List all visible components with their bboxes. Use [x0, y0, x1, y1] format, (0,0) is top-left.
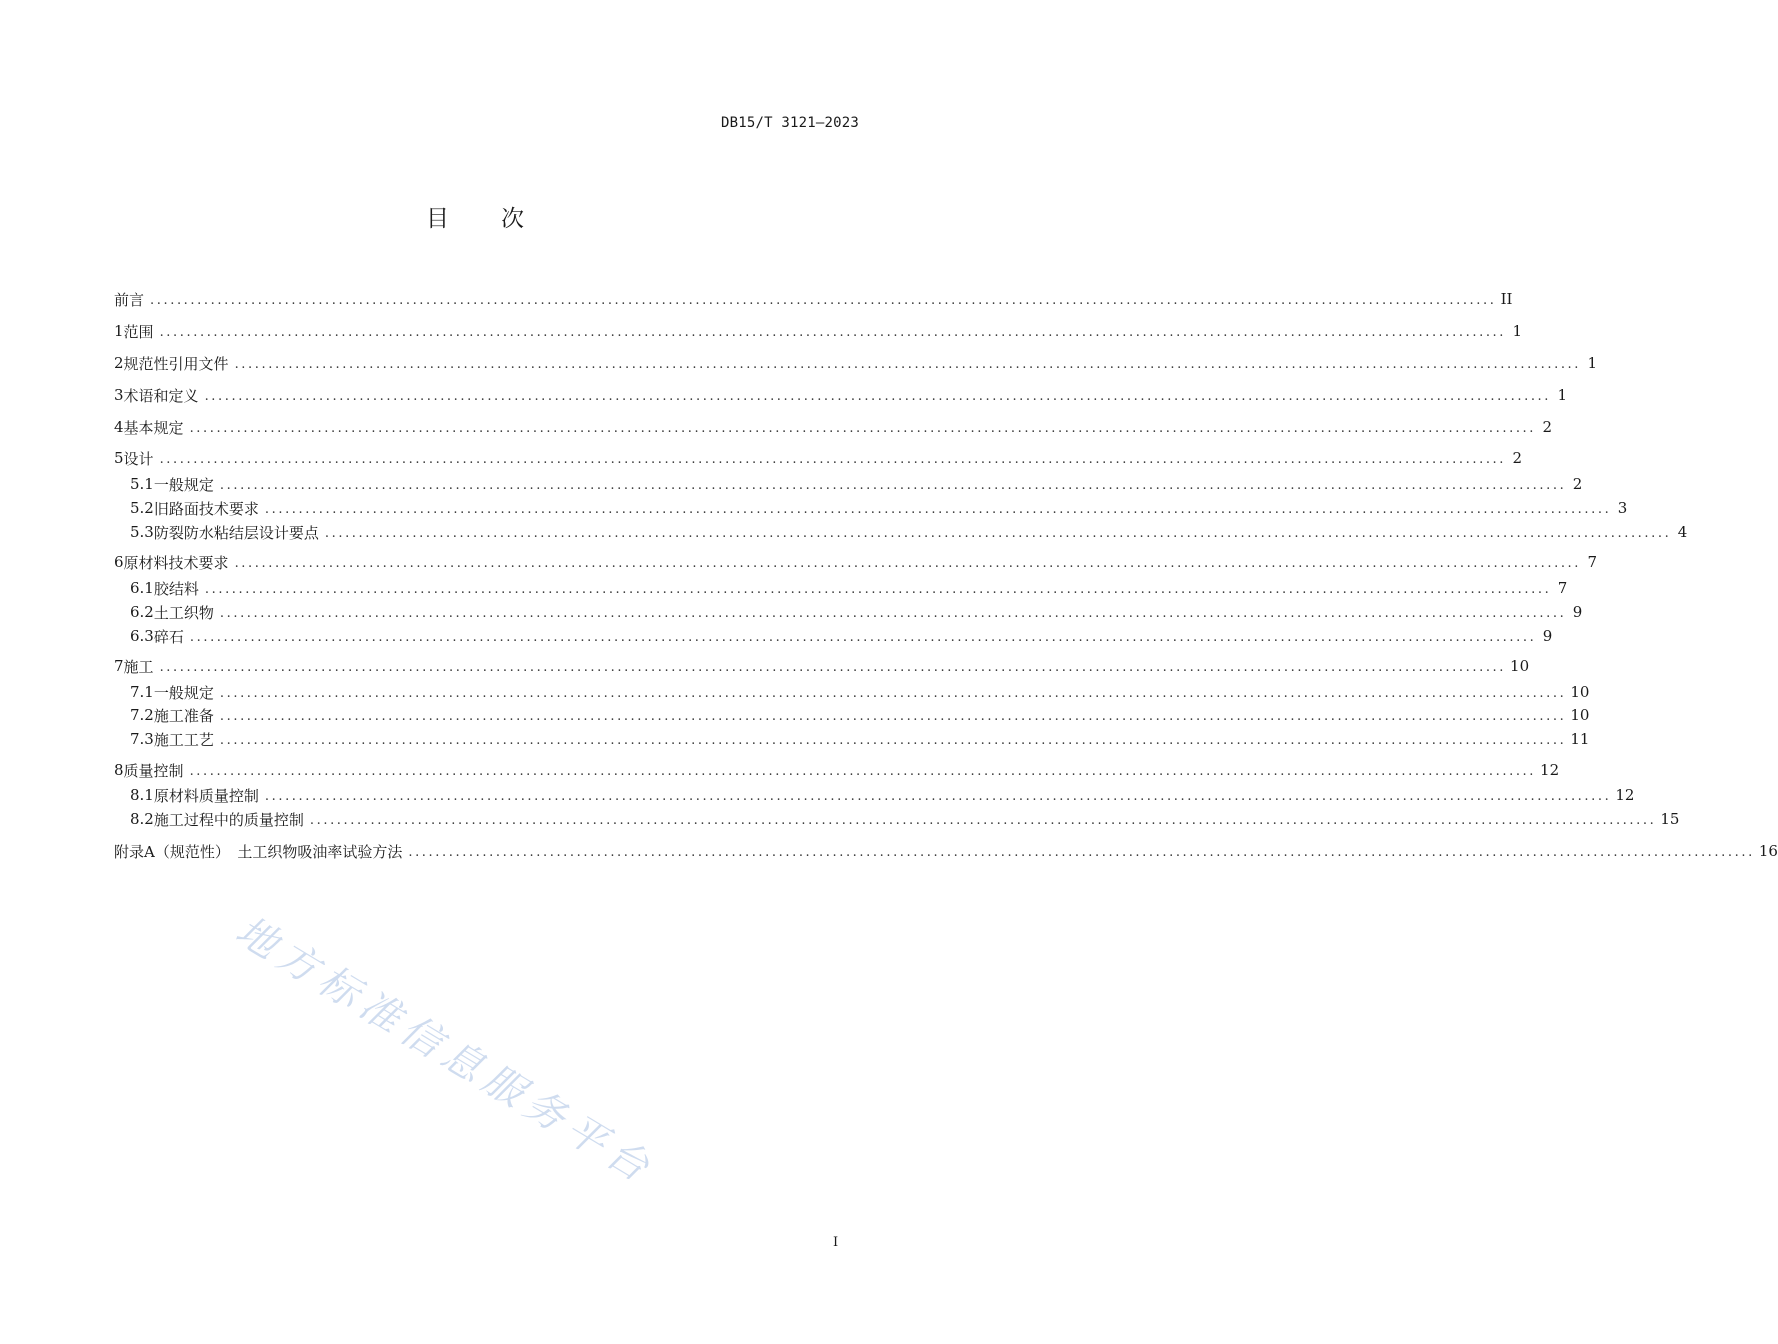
- toc-entry-number: 6: [114, 553, 124, 571]
- title-char-1: 目: [426, 206, 449, 232]
- toc-entry-page: 7: [1557, 579, 1568, 597]
- dot-leader: ........................................................................................................................................................................................................: [324, 525, 1672, 541]
- toc-entry-number: 5.1: [130, 475, 154, 493]
- dot-leader: ........................................................................................................................................................................................................: [219, 477, 1567, 493]
- toc-entry-number: 3: [114, 386, 124, 404]
- toc-entry[interactable]: [114, 841, 1778, 861]
- dot-leader: ........................................................................................................................................................................................................: [219, 732, 1567, 748]
- toc-entry-title: 施工工艺: [153, 730, 214, 749]
- footer-page-number: I: [833, 1235, 839, 1250]
- toc-entry[interactable]: [114, 417, 1553, 437]
- dot-leader: ........................................................................................................................................................................................................: [219, 685, 1567, 701]
- toc-entry[interactable]: [130, 474, 1583, 494]
- toc-entry-title: 原材料质量控制: [153, 786, 259, 805]
- toc-entry-number: 8.2: [130, 810, 154, 828]
- toc-entry-number: 1: [114, 322, 124, 340]
- toc-entry-page: 12: [1615, 786, 1635, 804]
- toc-entry-title: 防裂防水粘结层设计要点: [153, 523, 319, 542]
- toc-entry-number: 7.2: [130, 706, 154, 724]
- page-title: [0, 200, 950, 233]
- toc-entry[interactable]: [130, 729, 1590, 749]
- toc-entry-number: 7.1: [130, 683, 154, 701]
- toc-entry-number: 8.1: [130, 786, 154, 804]
- toc-entry-page: 2: [1512, 449, 1523, 467]
- toc-entry-page: II: [1500, 290, 1513, 308]
- toc-entry-title: 术语和定义: [123, 386, 199, 405]
- toc-entry-page: 4: [1677, 523, 1688, 541]
- document-code: DB15/T 3121—2023: [720, 115, 859, 131]
- toc-entry-page: 12: [1540, 761, 1560, 779]
- toc-entry-page: 1: [1557, 386, 1568, 404]
- dot-leader: ........................................................................................................................................................................................................: [309, 812, 1657, 828]
- toc-entry-title: 一般规定: [153, 475, 214, 494]
- toc-entry-page: 2: [1572, 475, 1583, 493]
- dot-leader: ........................................................................................................................................................................................................: [159, 451, 1507, 467]
- toc-entry-title: 前言: [114, 290, 145, 309]
- toc-entry[interactable]: [114, 656, 1530, 676]
- toc-entry-title: 范围: [123, 322, 154, 341]
- dot-leader: ........................................................................................................................................................................................................: [159, 659, 1507, 675]
- toc-entry-number: 6.2: [130, 603, 154, 621]
- dot-leader: ........................................................................................................................................................................................................: [189, 420, 1537, 436]
- toc-entry-title: 基本规定: [123, 418, 184, 437]
- toc-entry-title: 胶结料: [153, 579, 199, 598]
- toc-entry-number: 4: [114, 418, 124, 436]
- toc-entry-page: 9: [1542, 627, 1553, 645]
- toc-entry[interactable]: [114, 289, 1513, 309]
- dot-leader: ........................................................................................................................................................................................................: [204, 581, 1552, 597]
- title-char-2: 次: [501, 206, 524, 232]
- toc-entry[interactable]: [114, 552, 1598, 572]
- toc-entry[interactable]: [130, 578, 1568, 598]
- toc-entry-title: 设计: [123, 449, 154, 468]
- dot-leader: ........................................................................................................................................................................................................: [234, 356, 1582, 372]
- toc-entry[interactable]: [130, 626, 1553, 646]
- toc-entry-number: 6.3: [130, 627, 154, 645]
- toc-entry-number: 5.3: [130, 523, 154, 541]
- toc-entry-title: 质量控制: [123, 761, 184, 780]
- toc-entry-title: 一般规定: [153, 683, 214, 702]
- toc-entry[interactable]: [114, 760, 1560, 780]
- toc-entry-page: 16: [1758, 842, 1778, 860]
- dot-leader: ........................................................................................................................................................................................................: [219, 708, 1567, 724]
- toc-entry[interactable]: [114, 448, 1523, 468]
- toc-entry-title: 土工织物: [153, 603, 214, 622]
- toc-entry-page: 9: [1572, 603, 1583, 621]
- dot-leader: ........................................................................................................................................................................................................: [189, 629, 1537, 645]
- toc-entry[interactable]: [130, 522, 1688, 542]
- toc-entry-page: 1: [1512, 322, 1523, 340]
- toc-entry[interactable]: [130, 498, 1628, 518]
- dot-leader: ........................................................................................................................................................................................................: [150, 292, 1497, 308]
- toc-entry-page: 10: [1570, 683, 1590, 701]
- toc-entry-page: 10: [1570, 706, 1590, 724]
- dot-leader: ........................................................................................................................................................................................................: [159, 324, 1507, 340]
- toc-entry-title: 附录A（规范性） 土工织物吸油率试验方法: [114, 842, 403, 861]
- watermark: 地方标准信息服务平台: [227, 907, 663, 1195]
- toc-entry[interactable]: [114, 321, 1523, 341]
- toc-entry-number: 8: [114, 761, 124, 779]
- dot-leader: ........................................................................................................................................................................................................: [204, 388, 1552, 404]
- toc-entry-page: 11: [1570, 730, 1590, 748]
- toc-entry-number: 7.3: [130, 730, 154, 748]
- toc-entry[interactable]: [114, 353, 1598, 373]
- dot-leader: ........................................................................................................................................................................................................: [264, 788, 1612, 804]
- toc-entry[interactable]: [130, 682, 1590, 702]
- toc-entry-number: 7: [114, 657, 124, 675]
- toc-entry[interactable]: [130, 785, 1635, 805]
- toc-entry-title: 旧路面技术要求: [153, 499, 259, 518]
- toc-entry-title: 施工: [123, 657, 154, 676]
- toc-entry-number: 2: [114, 354, 124, 372]
- toc-entry-title: 规范性引用文件: [123, 354, 229, 373]
- toc-entry-page: 15: [1660, 810, 1680, 828]
- toc-entry-title: 碎石: [153, 627, 184, 646]
- toc-entry-number: 5: [114, 449, 124, 467]
- dot-leader: ........................................................................................................................................................................................................: [219, 605, 1567, 621]
- toc-entry-page: 3: [1617, 499, 1628, 517]
- toc-entry-number: 5.2: [130, 499, 154, 517]
- toc-entry-title: 原材料技术要求: [123, 553, 229, 572]
- dot-leader: ........................................................................................................................................................................................................: [189, 763, 1537, 779]
- toc-entry[interactable]: [130, 705, 1590, 725]
- toc-entry[interactable]: [130, 602, 1583, 622]
- toc-entry-page: 10: [1510, 657, 1530, 675]
- toc-entry-page: 1: [1587, 354, 1598, 372]
- toc-entry-page: 7: [1587, 553, 1598, 571]
- dot-leader: ........................................................................................................................................................................................................: [234, 555, 1582, 571]
- toc-entry[interactable]: [114, 385, 1568, 405]
- toc-entry-title: 施工过程中的质量控制: [153, 810, 304, 829]
- toc-entry-page: 2: [1542, 418, 1553, 436]
- dot-leader: ........................................................................................................................................................................................................: [264, 501, 1612, 517]
- dot-leader: ........................................................................................................................................................................................................: [408, 844, 1755, 860]
- toc-entry-title: 施工准备: [153, 706, 214, 725]
- toc-entry-number: 6.1: [130, 579, 154, 597]
- toc-entry[interactable]: [130, 809, 1680, 829]
